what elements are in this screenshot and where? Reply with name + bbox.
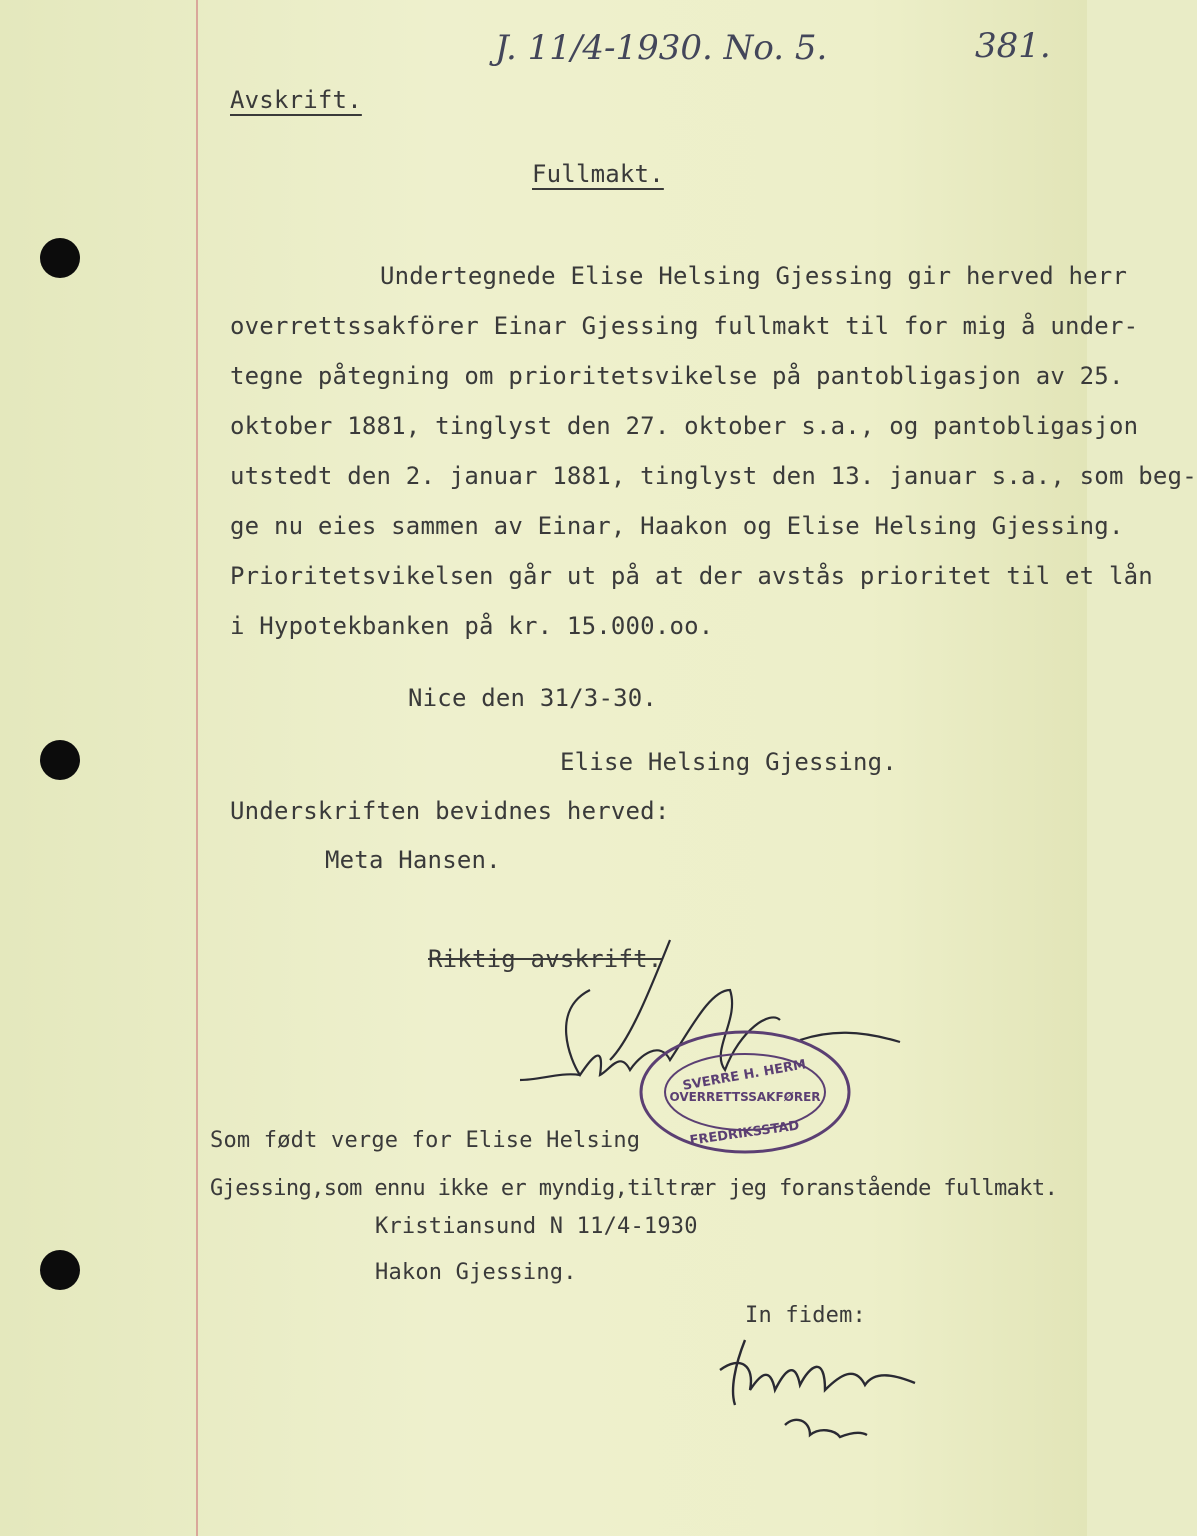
signature-attest: [715, 1335, 945, 1475]
witness-name: Meta Hansen.: [325, 846, 501, 874]
punch-hole-middle: [40, 740, 80, 780]
lawyer-stamp: [635, 1025, 855, 1160]
guardian-place-date: Kristiansund N 11/4-1930: [375, 1214, 698, 1239]
body-line: i Hypotekbanken på kr. 15.000.oo.: [230, 612, 714, 640]
copy-attestation: Riktig avskrift.: [428, 945, 663, 973]
body-line: ge nu eies sammen av Einar, Haakon og Elise Helsing Gjessing.: [230, 512, 1124, 540]
witness-label: Underskriften bevidnes herved:: [230, 797, 670, 825]
stamp-middle-text: OVERRETTSSAKFØRER: [669, 1090, 821, 1104]
place-date: Nice den 31/3-30.: [408, 684, 658, 712]
punch-hole-top: [40, 238, 80, 278]
body-line: tegne påtegning om prioritetsvikelse på pantobligasjon av 25.: [230, 362, 1124, 390]
signatory-name: Elise Helsing Gjessing.: [560, 748, 897, 776]
registration-note: J. 11/4-1930. No. 5.: [495, 28, 828, 68]
guardian-line: Som født verge for Elise Helsing: [210, 1128, 641, 1153]
margin-rule: [196, 0, 198, 1536]
guardian-line: Gjessing,som ennu ikke er myndig,tiltrær jeg foranstående fullmakt.: [210, 1176, 1058, 1201]
body-line: overrettssakförer Einar Gjessing fullmakt til for mig å under-: [230, 312, 1139, 340]
document-title: Fullmakt.: [532, 160, 664, 188]
body-line: Undertegnede Elise Helsing Gjessing gir herved herr: [380, 262, 1128, 290]
stamp-bottom-text: FREDRIKSSTAD: [688, 1118, 801, 1149]
body-line: utstedt den 2. januar 1881, tinglyst den 13. januar s.a., som beg-: [230, 462, 1197, 490]
body-line: Prioritetsvikelsen går ut på at der avstås prioritet til et lån: [230, 562, 1153, 590]
copy-label: Avskrift.: [230, 86, 362, 114]
body-line: oktober 1881, tinglyst den 27. oktober s.a., og pantobligasjon: [230, 412, 1139, 440]
punch-hole-bottom: [40, 1250, 80, 1290]
page-number: 381.: [975, 26, 1051, 66]
stamp-top-text: SVERRE H. HERM: [681, 1057, 808, 1094]
guardian-name: Hakon Gjessing.: [375, 1260, 577, 1285]
attest-label: In fidem:: [745, 1303, 867, 1328]
